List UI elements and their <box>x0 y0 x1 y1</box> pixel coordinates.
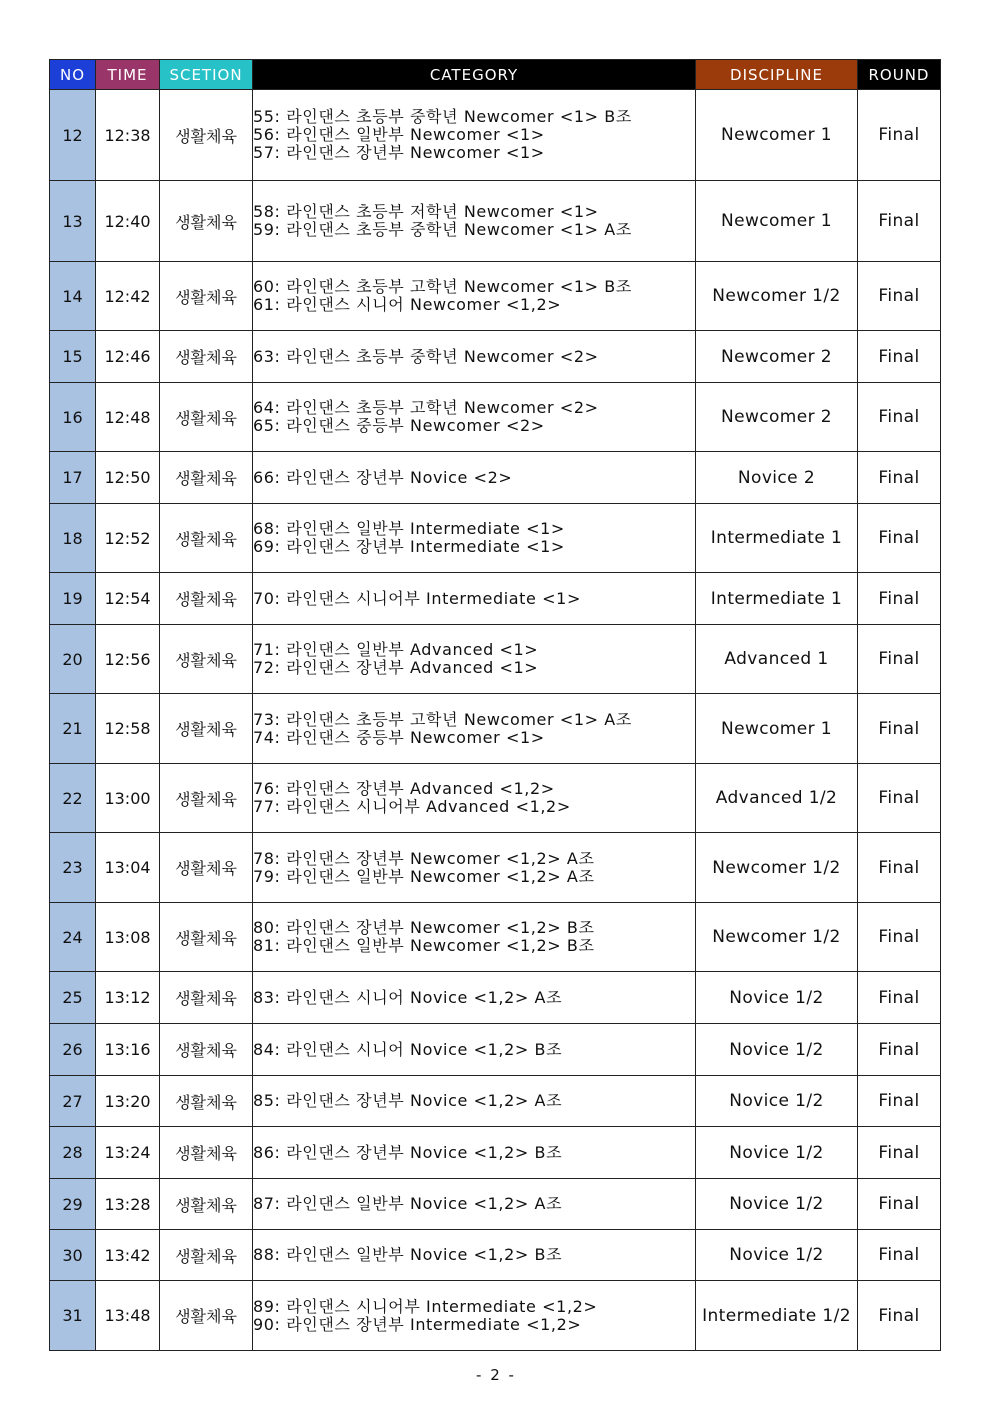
cell-no: 13 <box>50 181 96 262</box>
cell-time: 13:12 <box>96 972 160 1024</box>
cell-no: 17 <box>50 452 96 504</box>
category-line: 78: 라인댄스 장년부 Newcomer <1,2> A조 <box>253 848 595 868</box>
cell-discipline: Novice 1/2 <box>696 1127 858 1179</box>
table-row <box>50 625 941 694</box>
cell-category <box>253 1281 696 1351</box>
table-row <box>50 262 941 331</box>
cell-category <box>253 504 696 573</box>
table-row <box>50 1127 941 1179</box>
cell-time: 12:42 <box>96 262 160 331</box>
category-line: 59: 라인댄스 초등부 중학년 Newcomer <1> A조 <box>253 220 632 239</box>
cell-round: Final <box>858 452 941 504</box>
cell-category <box>253 1127 696 1179</box>
cell-time: 12:54 <box>96 573 160 625</box>
category-line: 77: 라인댄스 시니어부 Advanced <1,2> <box>253 797 571 816</box>
cell-time: 13:20 <box>96 1076 160 1127</box>
cell-no: 16 <box>50 383 96 452</box>
cell-section: 생활체육 <box>160 90 253 181</box>
table-row <box>50 383 941 452</box>
cell-no: 26 <box>50 1024 96 1076</box>
cell-section: 생활체육 <box>160 1281 253 1351</box>
cell-discipline: Novice 1/2 <box>696 1179 858 1230</box>
header-category: CATEGORY <box>253 60 696 90</box>
cell-section: 생활체육 <box>160 331 253 383</box>
cell-discipline: Novice 1/2 <box>696 972 858 1024</box>
cell-round: Final <box>858 90 941 181</box>
header-section: SCETION <box>160 60 253 90</box>
cell-no: 28 <box>50 1127 96 1179</box>
cell-time: 13:16 <box>96 1024 160 1076</box>
cell-time: 13:00 <box>96 764 160 833</box>
cell-category <box>253 694 696 764</box>
cell-no: 29 <box>50 1179 96 1230</box>
cell-section: 생활체육 <box>160 181 253 262</box>
header-no: NO <box>50 60 96 90</box>
cell-round: Final <box>858 903 941 972</box>
cell-section: 생활체육 <box>160 764 253 833</box>
cell-category <box>253 181 696 262</box>
category-line: 81: 라인댄스 일반부 Newcomer <1,2> B조 <box>253 936 595 955</box>
category-line: 58: 라인댄스 초등부 저학년 Newcomer <1> <box>253 202 599 221</box>
cell-round: Final <box>858 1179 941 1230</box>
cell-section: 생활체육 <box>160 1230 253 1281</box>
cell-no: 15 <box>50 331 96 383</box>
cell-no: 25 <box>50 972 96 1024</box>
cell-section: 생활체육 <box>160 1127 253 1179</box>
cell-section: 생활체육 <box>160 833 253 903</box>
cell-no: 20 <box>50 625 96 694</box>
cell-category <box>253 573 696 625</box>
table-row <box>50 573 941 625</box>
cell-round: Final <box>858 764 941 833</box>
header-time: TIME <box>96 60 160 90</box>
category-line: 63: 라인댄스 초등부 중학년 Newcomer <2> <box>253 346 599 366</box>
cell-round: Final <box>858 573 941 625</box>
cell-time: 13:42 <box>96 1230 160 1281</box>
cell-category <box>253 262 696 331</box>
table-row <box>50 1076 941 1127</box>
cell-round: Final <box>858 181 941 262</box>
cell-section: 생활체육 <box>160 383 253 452</box>
cell-section: 생활체육 <box>160 972 253 1024</box>
cell-discipline: Newcomer 1 <box>696 90 858 181</box>
cell-discipline: Novice 2 <box>696 452 858 504</box>
cell-round: Final <box>858 625 941 694</box>
cell-discipline: Newcomer 1/2 <box>696 903 858 972</box>
cell-category <box>253 383 696 452</box>
category-line: 72: 라인댄스 장년부 Advanced <1> <box>253 658 539 677</box>
cell-discipline: Newcomer 1 <box>696 694 858 764</box>
cell-no: 12 <box>50 90 96 181</box>
cell-time: 12:48 <box>96 383 160 452</box>
header-round: ROUND <box>858 60 941 90</box>
cell-round: Final <box>858 262 941 331</box>
category-line: 86: 라인댄스 장년부 Novice <1,2> B조 <box>253 1142 563 1162</box>
cell-category <box>253 625 696 694</box>
table-row <box>50 1024 941 1076</box>
category-line: 83: 라인댄스 시니어 Novice <1,2> A조 <box>253 987 563 1007</box>
category-line: 70: 라인댄스 시니어부 Intermediate <1> <box>253 588 581 608</box>
category-line: 71: 라인댄스 일반부 Advanced <1> <box>253 640 539 659</box>
cell-category <box>253 90 696 181</box>
cell-category <box>253 833 696 903</box>
cell-discipline: Advanced 1/2 <box>696 764 858 833</box>
table-row <box>50 1179 941 1230</box>
cell-category <box>253 331 696 383</box>
cell-discipline: Advanced 1 <box>696 625 858 694</box>
category-line: 55: 라인댄스 초등부 중학년 Newcomer <1> B조 <box>253 107 632 126</box>
category-line: 90: 라인댄스 장년부 Intermediate <1,2> <box>253 1314 582 1334</box>
cell-round: Final <box>858 833 941 903</box>
cell-round: Final <box>858 972 941 1024</box>
cell-time: 13:24 <box>96 1127 160 1179</box>
cell-section: 생활체육 <box>160 1076 253 1127</box>
cell-round: Final <box>858 1281 941 1351</box>
cell-category <box>253 452 696 504</box>
table-row <box>50 1281 941 1351</box>
cell-category <box>253 1230 696 1281</box>
table-row <box>50 833 941 903</box>
cell-time: 13:48 <box>96 1281 160 1351</box>
cell-round: Final <box>858 1127 941 1179</box>
cell-round: Final <box>858 1076 941 1127</box>
cell-discipline: Newcomer 2 <box>696 383 858 452</box>
category-line: 73: 라인댄스 초등부 고학년 Newcomer <1> A조 <box>253 709 632 729</box>
cell-time: 13:28 <box>96 1179 160 1230</box>
schedule-body <box>50 90 941 1351</box>
table-row <box>50 504 941 573</box>
cell-time: 12:56 <box>96 625 160 694</box>
table-row <box>50 181 941 262</box>
table-row <box>50 764 941 833</box>
cell-section: 생활체육 <box>160 504 253 573</box>
cell-category <box>253 972 696 1024</box>
category-line: 87: 라인댄스 일반부 Novice <1,2> A조 <box>253 1194 563 1213</box>
cell-discipline: Novice 1/2 <box>696 1230 858 1281</box>
cell-section: 생활체육 <box>160 262 253 331</box>
category-line: 66: 라인댄스 장년부 Novice <2> <box>253 467 513 487</box>
cell-section: 생활체육 <box>160 903 253 972</box>
cell-round: Final <box>858 1230 941 1281</box>
cell-no: 24 <box>50 903 96 972</box>
cell-round: Final <box>858 504 941 573</box>
category-line: 85: 라인댄스 장년부 Novice <1,2> A조 <box>253 1091 563 1110</box>
category-line: 79: 라인댄스 일반부 Newcomer <1,2> A조 <box>253 866 595 886</box>
cell-no: 27 <box>50 1076 96 1127</box>
category-line: 89: 라인댄스 시니어부 Intermediate <1,2> <box>253 1296 598 1316</box>
cell-category <box>253 1179 696 1230</box>
header-row <box>50 60 941 90</box>
schedule-table <box>49 59 941 1351</box>
cell-discipline: Newcomer 1/2 <box>696 262 858 331</box>
header-discipline: DISCIPLINE <box>696 60 858 90</box>
cell-category <box>253 1024 696 1076</box>
cell-time: 12:52 <box>96 504 160 573</box>
table-row <box>50 972 941 1024</box>
cell-no: 14 <box>50 262 96 331</box>
cell-discipline: Intermediate 1/2 <box>696 1281 858 1351</box>
cell-no: 21 <box>50 694 96 764</box>
cell-no: 22 <box>50 764 96 833</box>
category-line: 65: 라인댄스 중등부 Newcomer <2> <box>253 416 545 435</box>
category-line: 56: 라인댄스 일반부 Newcomer <1> <box>253 125 545 144</box>
table-row <box>50 1230 941 1281</box>
category-line: 74: 라인댄스 중등부 Newcomer <1> <box>253 727 545 747</box>
category-line: 68: 라인댄스 일반부 Intermediate <1> <box>253 519 565 538</box>
cell-category <box>253 764 696 833</box>
cell-no: 30 <box>50 1230 96 1281</box>
cell-discipline: Intermediate 1 <box>696 573 858 625</box>
cell-discipline: Newcomer 1 <box>696 181 858 262</box>
table-row <box>50 903 941 972</box>
cell-discipline: Novice 1/2 <box>696 1076 858 1127</box>
cell-discipline: Newcomer 1/2 <box>696 833 858 903</box>
category-line: 60: 라인댄스 초등부 고학년 Newcomer <1> B조 <box>253 277 632 296</box>
category-line: 69: 라인댄스 장년부 Intermediate <1> <box>253 537 565 556</box>
cell-section: 생활체육 <box>160 1179 253 1230</box>
cell-time: 13:04 <box>96 833 160 903</box>
cell-time: 12:38 <box>96 90 160 181</box>
cell-round: Final <box>858 331 941 383</box>
cell-round: Final <box>858 383 941 452</box>
category-line: 88: 라인댄스 일반부 Novice <1,2> B조 <box>253 1245 563 1264</box>
cell-section: 생활체육 <box>160 625 253 694</box>
cell-category <box>253 903 696 972</box>
cell-section: 생활체육 <box>160 573 253 625</box>
cell-round: Final <box>858 694 941 764</box>
cell-time: 12:58 <box>96 694 160 764</box>
cell-category <box>253 1076 696 1127</box>
cell-section: 생활체육 <box>160 452 253 504</box>
category-line: 80: 라인댄스 장년부 Newcomer <1,2> B조 <box>253 918 595 937</box>
category-line: 84: 라인댄스 시니어 Novice <1,2> B조 <box>253 1039 563 1059</box>
cell-section: 생활체육 <box>160 1024 253 1076</box>
table-row <box>50 452 941 504</box>
cell-time: 13:08 <box>96 903 160 972</box>
cell-discipline: Novice 1/2 <box>696 1024 858 1076</box>
category-line: 57: 라인댄스 장년부 Newcomer <1> <box>253 143 545 162</box>
cell-section: 생활체육 <box>160 694 253 764</box>
page-number: - 2 - <box>476 1366 516 1384</box>
category-line: 64: 라인댄스 초등부 고학년 Newcomer <2> <box>253 398 599 417</box>
table-row <box>50 331 941 383</box>
cell-no: 23 <box>50 833 96 903</box>
cell-no: 19 <box>50 573 96 625</box>
cell-discipline: Newcomer 2 <box>696 331 858 383</box>
cell-discipline: Intermediate 1 <box>696 504 858 573</box>
cell-time: 12:40 <box>96 181 160 262</box>
category-line: 61: 라인댄스 시니어 Newcomer <1,2> <box>253 295 562 314</box>
table-row <box>50 694 941 764</box>
cell-round: Final <box>858 1024 941 1076</box>
cell-time: 12:50 <box>96 452 160 504</box>
category-line: 76: 라인댄스 장년부 Advanced <1,2> <box>253 779 555 798</box>
cell-time: 12:46 <box>96 331 160 383</box>
cell-no: 18 <box>50 504 96 573</box>
cell-no: 31 <box>50 1281 96 1351</box>
table-row <box>50 90 941 181</box>
